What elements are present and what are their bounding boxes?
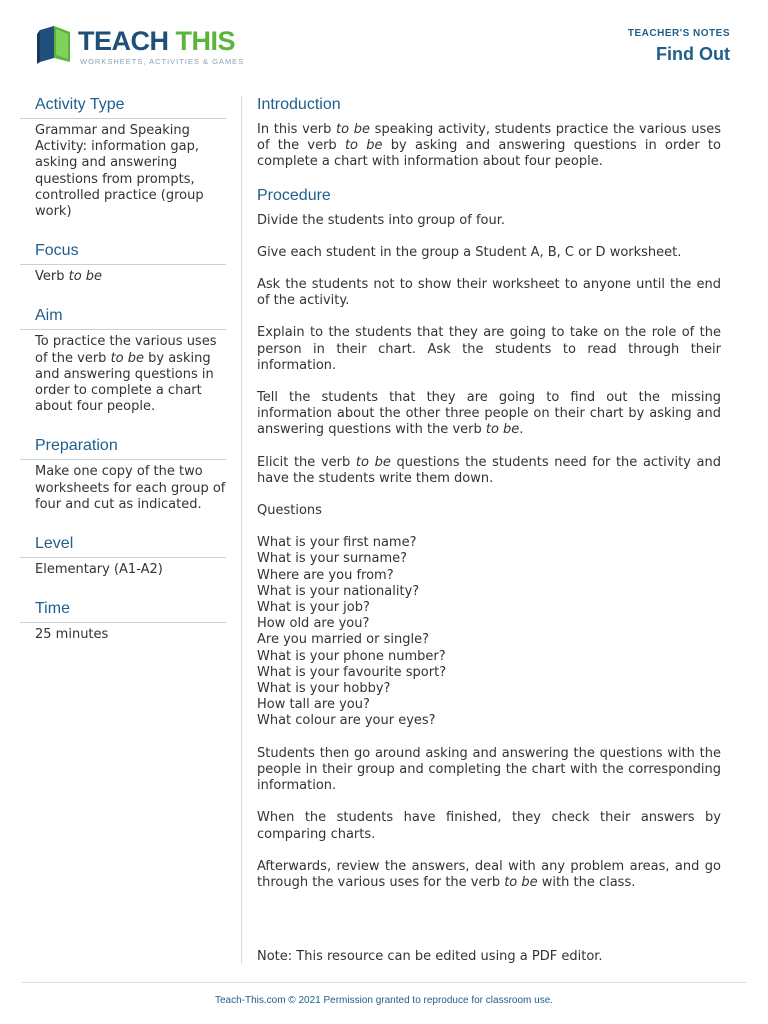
step9-text-1: Afterwards, review the answers, deal with any problem areas, and go through the various uses for the verb bbox=[257, 858, 721, 890]
focus-section bbox=[20, 242, 226, 285]
procedure-step-4: Explain to the students that they are going to take on the role of the person in their chart. Ask the students to read through their information. bbox=[257, 325, 721, 373]
time-heading: Time bbox=[20, 600, 226, 623]
logo-tagline: WORKSHEETS, ACTIVITIES & GAMES bbox=[80, 57, 245, 66]
focus-heading: Focus bbox=[20, 242, 226, 265]
question-item: What is your hobby? bbox=[257, 681, 391, 697]
pdf-editor-note: Note: This resource can be edited using a PDF editor. bbox=[257, 949, 603, 964]
question-item: What colour are your eyes? bbox=[257, 713, 436, 729]
procedure-step-1: Divide the students into group of four. bbox=[257, 212, 506, 228]
footer-copyright: Teach-This.com © 2021 Permission granted to reproduce for classroom use. bbox=[214, 995, 554, 1006]
main-content bbox=[257, 96, 721, 907]
notes-label: TEACHER'S NOTES bbox=[627, 28, 730, 39]
book-logo-icon bbox=[34, 22, 76, 64]
questions-list bbox=[257, 535, 721, 729]
preparation-section bbox=[20, 437, 226, 513]
question-item: Where are you from? bbox=[257, 567, 394, 583]
intro-text-1: In this verb bbox=[257, 122, 337, 137]
procedure-step-8: When the students have finished, they check their answers by comparing charts. bbox=[257, 810, 721, 842]
footer-divider bbox=[22, 982, 746, 983]
question-item: What is your first name? bbox=[257, 535, 417, 551]
aim-text bbox=[20, 330, 226, 415]
focus-text-italic: to be bbox=[68, 269, 103, 285]
introduction-heading: Introduction bbox=[257, 96, 341, 113]
question-item: Are you married or single? bbox=[257, 632, 430, 648]
step6-text-2: questions the students need for the activity and have the students write them down. bbox=[257, 454, 721, 486]
procedure-step-9 bbox=[257, 859, 721, 891]
time-text: 25 minutes bbox=[35, 627, 109, 643]
procedure-step-6 bbox=[257, 455, 721, 487]
intro-text-3: by asking and answering questions in order to complete a chart with information about four people. bbox=[257, 138, 721, 170]
page-header bbox=[0, 0, 768, 80]
activity-type-text: Grammar and Speaking Activity: information gap, asking and answering questions from prompts, controlled practice (group work) bbox=[35, 123, 204, 220]
column-divider bbox=[241, 96, 242, 964]
questions-label: Questions bbox=[257, 503, 322, 519]
sidebar bbox=[20, 96, 226, 665]
step9-italic: to be bbox=[504, 874, 538, 890]
procedure-step-2: Give each student in the group a Student A, B, C or D worksheet. bbox=[257, 244, 682, 260]
preparation-heading: Preparation bbox=[20, 437, 226, 460]
procedure-heading: Procedure bbox=[257, 186, 331, 204]
question-item: What is your job? bbox=[257, 600, 370, 616]
page-title: Find Out bbox=[656, 44, 730, 64]
step5-italic: to be bbox=[485, 422, 520, 438]
procedure-step-7: Students then go around asking and answering the questions with the people in their group and completing the chart with the corresponding information. bbox=[257, 745, 721, 794]
aim-heading: Aim bbox=[20, 307, 226, 330]
level-heading: Level bbox=[20, 535, 226, 558]
intro-italic-1: to be bbox=[336, 122, 371, 137]
step6-italic: to be bbox=[355, 454, 391, 470]
logo-word-this: THIS bbox=[175, 26, 236, 56]
question-item: What is your favourite sport? bbox=[257, 664, 447, 680]
teach-this-logo bbox=[34, 22, 245, 72]
logo-word-teach: TEACH bbox=[78, 26, 169, 56]
procedure-step-5 bbox=[257, 390, 721, 439]
step9-text-2: with the class. bbox=[537, 874, 636, 890]
aim-section bbox=[20, 307, 226, 415]
step5-text-1: Tell the students that they are going to find out the missing information about the other three people on their chart by asking and answering questions with the verb bbox=[257, 390, 721, 438]
preparation-text: Make one copy of the two worksheets for each group of four and cut as indicated. bbox=[35, 464, 226, 512]
aim-text-part1: To practice the various uses of the verb bbox=[35, 334, 217, 366]
activity-type-section bbox=[20, 96, 226, 220]
focus-text bbox=[20, 265, 226, 285]
level-text: Elementary (A1-A2) bbox=[35, 562, 163, 578]
step6-text-1: Elicit the verb bbox=[257, 454, 356, 470]
level-section bbox=[20, 535, 226, 578]
introduction-paragraph bbox=[257, 122, 721, 171]
aim-text-part2: by asking and answering questions in order to complete a chart about four people. bbox=[35, 350, 214, 415]
question-item: What is your surname? bbox=[257, 551, 408, 567]
intro-italic-2: to be bbox=[344, 138, 383, 154]
activity-type-heading: Activity Type bbox=[20, 96, 226, 119]
procedure-step-3: Ask the students not to show their worksheet to anyone until the end of the activity. bbox=[257, 277, 721, 309]
logo-wordmark bbox=[78, 24, 235, 58]
intro-text-2: speaking activity, students practice the various uses of the verb bbox=[257, 122, 721, 154]
focus-text-plain: Verb bbox=[35, 269, 69, 285]
question-item: How tall are you? bbox=[257, 697, 370, 713]
question-item: What is your phone number? bbox=[257, 648, 446, 664]
question-item: How old are you? bbox=[257, 616, 370, 632]
time-section bbox=[20, 600, 226, 643]
step5-text-2: . bbox=[519, 422, 524, 438]
aim-text-italic: to be bbox=[110, 350, 144, 366]
question-item: What is your nationality? bbox=[257, 583, 420, 599]
